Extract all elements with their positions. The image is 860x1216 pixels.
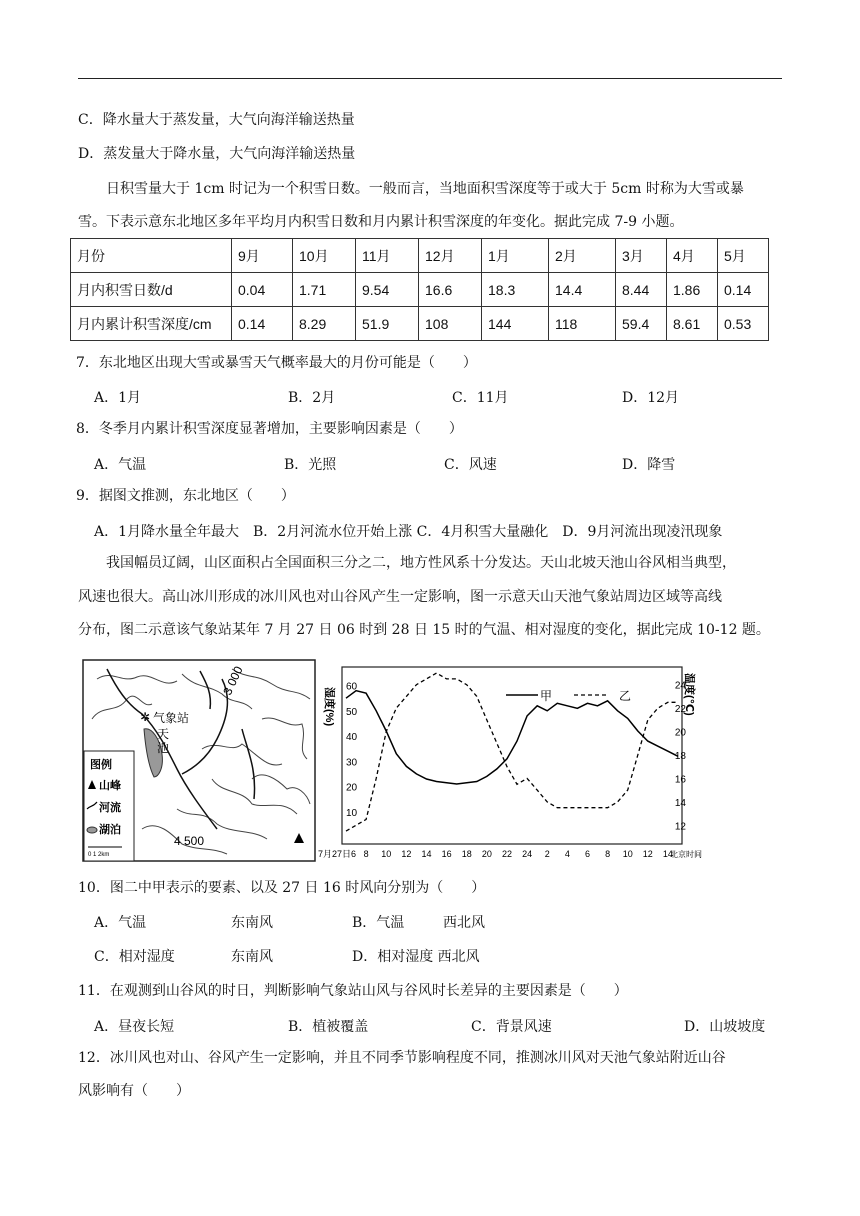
q8-option-b[interactable]: B．光照 [284,457,337,473]
q11-option-b[interactable]: B．植被覆盖 [288,1019,369,1035]
table-cell: 1.71 [293,273,356,307]
right-tick-label: 24 [674,680,686,692]
header-rule [78,78,782,79]
x-tick-label: 16 [441,849,452,859]
lake-label-2: 池 [157,741,170,755]
q6-option-d[interactable]: D．蒸发量大于降水量，大气向海洋输送热量 [78,146,356,162]
right-axis-label: 温度(℃) [683,673,695,716]
x-tick-label: 12 [642,849,653,859]
legend-lake-icon [87,827,97,833]
left-tick-label: 40 [346,732,358,744]
table-cell: 144 [482,307,549,341]
q11-option-d[interactable]: D．山坡坡度 [684,1019,766,1035]
x-tick-label: 6 [584,849,590,859]
legend-river-label: 河流 [99,802,121,814]
q10-option-d[interactable]: D．相对湿度 西北风 [352,949,480,965]
intro2-line1: 我国幅员辽阔，山区面积占全国面积三分之二，地方性风系十分发达。天山北坡天池山谷风相当典型， [106,555,736,571]
q10-option-c-wind: 东南风 [231,949,273,965]
table-header-cell: 5月 [718,239,769,273]
left-tick-label: 20 [346,782,358,794]
intro2-line3: 分布，图二示意该气象站某年 7 月 27 日 06 时到 28 日 15 时的气温、相对湿度的变化，据此完成 10-12 题。 [78,622,770,638]
station-marker: ✲ [140,710,151,724]
table-cell: 51.9 [356,307,419,341]
x-tick-label: 10 [381,849,392,859]
table-cell: 8.44 [616,273,667,307]
right-tick-label: 14 [674,797,686,809]
x-tick-label: 10 [622,849,633,859]
left-tick-label: 30 [346,757,358,769]
left-tick-label: 60 [346,681,358,693]
table-cell: 8.29 [293,307,356,341]
contour-label-3000: 3 000 [220,664,246,698]
table-row [71,273,769,307]
table-header-cell: 9月 [232,239,293,273]
legend-title: 图例 [90,759,112,771]
legend-peak-label: 山峰 [99,780,121,792]
table-cell: 1.86 [667,273,718,307]
table-cell: 14.4 [549,273,616,307]
table-cell: 59.4 [616,307,667,341]
x-tick-label: 2 [544,849,550,859]
table-header-cell: 12月 [419,239,482,273]
table-header-cell: 11月 [356,239,419,273]
humidity-temperature-chart [316,659,704,864]
x-tick-label: 14 [421,849,432,859]
x-tick-label: 7月27日6 [318,849,357,859]
table-row [71,307,769,341]
q8-option-c[interactable]: C．风速 [444,457,497,473]
q12-line1: 12．冰川风也对山、谷风产生一定影响，并且不同季节影响程度不同，推测冰川风对天池气象站附近山谷 [78,1050,726,1066]
table-header-row [71,239,769,273]
x-tick-label: 20 [481,849,492,859]
table-cell: 0.14 [718,273,769,307]
table-cell: 0.53 [718,307,769,341]
table-header-cell: 月份 [71,239,232,273]
table-header-cell: 2月 [549,239,616,273]
intro2-line2: 风速也很大。高山冰川形成的冰川风也对山谷风产生一定影响，图一示意天山天池气象站周边区域等高线 [78,589,722,605]
q6-option-c[interactable]: C．降水量大于蒸发量，大气向海洋输送热量 [78,112,355,128]
q7-option-c[interactable]: C．11月 [452,390,509,406]
x-tick-label: 14 [662,849,673,859]
table-cell: 0.04 [232,273,293,307]
table-cell: 18.3 [482,273,549,307]
q9-options[interactable]: A．1月降水量全年最大 B．2月河流水位开始上涨 C．4月积雪大量融化 D．9月河流出现凌汛现象 [94,524,723,540]
contour-label-4500: 4 500 [174,834,205,848]
scale-label: 0 1 2km [88,852,110,858]
table-cell: 月内累计积雪深度/cm [71,307,232,341]
table-cell: 16.6 [419,273,482,307]
q8-option-a[interactable]: A．气温 [94,457,147,473]
table-header-cell: 10月 [293,239,356,273]
q7-option-b[interactable]: B．2月 [288,390,336,406]
legend-label-jia: 甲 [540,689,553,703]
q10-option-b[interactable]: B．气温 [352,915,405,931]
table-header-cell: 4月 [667,239,718,273]
q11-stem: 11．在观测到山谷风的时日，判断影响气象站山风与谷风时长差异的主要因素是（ ） [78,983,628,999]
table-cell: 9.54 [356,273,419,307]
snow-table [70,238,769,341]
x-tick-label: 8 [363,849,369,859]
table-cell: 8.61 [667,307,718,341]
table-cell: 月内积雪日数/d [71,273,232,307]
left-tick-label: 10 [346,807,358,819]
contour-map [82,659,316,862]
q9-stem: 9．据图文推测，东北地区（ ） [76,488,295,504]
q8-option-d[interactable]: D．降雪 [622,457,676,473]
right-tick-label: 20 [674,727,686,739]
q7-option-d[interactable]: D．12月 [622,390,680,406]
x-tick-label: 8 [605,849,611,859]
table-cell: 118 [549,307,616,341]
lake-label-1: 天 [157,727,170,741]
q10-stem: 10．图二中甲表示的要素、以及 27 日 16 时风向分别为（ ） [78,880,486,896]
q10-option-c[interactable]: C．相对湿度 [94,949,175,965]
table-header-cell: 3月 [616,239,667,273]
q10-option-a-wind: 东南风 [231,915,273,931]
x-tick-label: 12 [401,849,412,859]
table-cell: 0.14 [232,307,293,341]
table-header-cell: 1月 [482,239,549,273]
legend-label-yi: 乙 [619,689,632,703]
legend-lake-label: 湖泊 [99,824,121,836]
left-axis-label: 湿度(%) [323,687,335,727]
q7-option-a[interactable]: A．1月 [94,390,142,406]
x-tick-label: 18 [461,849,472,859]
q12-line2: 风影响有（ ） [78,1083,190,1099]
table-cell: 108 [419,307,482,341]
q11-option-c[interactable]: C．背景风速 [471,1019,552,1035]
x-tick-label: 4 [564,849,570,859]
right-tick-label: 16 [674,774,686,786]
left-tick-label: 50 [346,706,358,718]
right-tick-label: 22 [674,704,686,716]
station-label: 气象站 [153,711,190,725]
q10-option-a[interactable]: A．气温 [94,915,147,931]
q8-stem: 8．冬季月内累计积雪深度显著增加，主要影响因素是（ ） [76,421,463,437]
q7-stem: 7．东北地区出现大雪或暴雪天气概率最大的月份可能是（ ） [76,355,477,371]
intro1-line1: 日积雪量大于 1cm 时记为一个积雪日数。一般而言，当地面积雪深度等于或大于 5cm 时称为大雪或暴 [106,181,744,197]
intro1-line2: 雪。下表示意东北地区多年平均月内积雪日数和月内累计积雪深度的年变化。据此完成 7-9 小题。 [78,214,684,230]
x-axis-label: 北京时间 [670,850,702,859]
right-tick-label: 12 [674,821,686,833]
x-tick-label: 22 [501,849,512,859]
x-tick-label: 24 [522,849,533,859]
right-tick-label: 18 [674,751,686,762]
q11-option-a[interactable]: A．昼夜长短 [94,1019,175,1035]
q10-option-b-wind: 西北风 [443,915,485,931]
